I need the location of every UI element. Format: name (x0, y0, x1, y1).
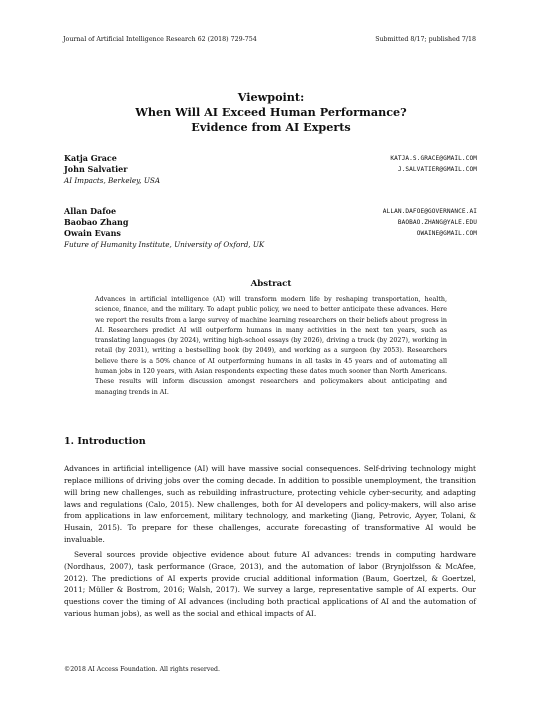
author-row (64, 206, 477, 217)
author-row (64, 228, 477, 239)
author-affiliation: AI Impacts, Berkeley, USA (64, 176, 161, 185)
paper-title (0, 90, 542, 135)
author-row (64, 153, 477, 164)
section-heading: 1. Introduction (64, 436, 146, 447)
title-line-1: Viewpoint: (237, 90, 305, 104)
author-email[interactable]: KATJA.S.GRACE@GMAIL.COM (390, 155, 477, 162)
author-email[interactable]: OWAINE@GMAIL.COM (416, 230, 477, 237)
author-name: Katja Grace (64, 153, 117, 163)
author-email[interactable]: ALLAN.DAFOE@GOVERNANCE.AI (382, 208, 477, 215)
author-group-1 (64, 153, 477, 186)
body-paragraph: Advances in artificial intelligence (AI) will have massive social consequences. Self-driving technology might replace millions of driving jobs over the coming decade. In addition to possible unemployment, the transition will bring new challenges, such as rebuilding infrastructure, protecting vehicle cyber-security, and adapting laws and regulations (Calo, 2015). New challenges, both for AI developers and policy-makers, will also arise from applications in law enforcement, military technology, and marketing (Jiang, Petrovic, Ayyer, Tolani, & Husain, 2015). To prepare for these challenges, accurate forecasting of transformative AI would be invaluable. (64, 464, 476, 545)
journal-citation: Journal of Artificial Intelligence Research 62 (2018) 729-754 (63, 36, 257, 43)
section-body (64, 463, 476, 620)
running-header (63, 36, 476, 43)
author-row (64, 164, 477, 175)
author-email[interactable]: BAOBAO.ZHANG@YALE.EDU (397, 219, 477, 226)
author-affiliation: Future of Humanity Institute, University of Oxford, UK (64, 240, 265, 249)
author-row (64, 217, 477, 228)
author-group-2 (64, 206, 477, 250)
abstract-text: Advances in artificial intelligence (AI) will transform modern life by reshaping transportation, health, science, finance, and the military. To adapt public policy, we need to better anticipate these advances. Here we report the results from a large survey of machine learning researchers on their beliefs about progress in AI. Researchers predict AI will outperform humans in many activities in the next ten years, such as translating languages (by 2024), writing high-school essays (by 2026), driving a truck (by 2027), working in retail (by 2031), writing a bestselling book (by 2049), and working as a surgeon (by 2053). Researchers believe there is a 50% chance of AI outperforming humans in all tasks in 45 years and of automating all human jobs in 120 years, with Asian respondents expecting these dates much sooner than North Americans. These results will inform discussion amongst researchers and policymakers about anticipating and managing trends in AI. (95, 296, 447, 396)
copyright-footer: ©2018 AI Access Foundation. All rights reserved. (64, 666, 220, 673)
author-name: Allan Dafoe (64, 206, 117, 216)
body-paragraph: Several sources provide objective evidence about future AI advances: trends in computing hardware (Nordhaus, 2007), task performance (Grace, 2013), and the automation of labor (Brynjolfsson & McAfee, 2012). The predictions of AI experts provide crucial additional information (Baum, Goertzel, & Goertzel, 2011; Müller & Bostrom, 2016; Walsh, 2017). We survey a large, representative sample of AI experts. Our questions cover the timing of AI advances (including both practical applications of AI and the automation of various human jobs), as well as the social and ethical impacts of AI. (64, 549, 476, 619)
author-name: Baobao Zhang (64, 217, 129, 227)
title-line-2: When Will AI Exceed Human Performance? (135, 105, 407, 119)
author-name: John Salvatier (64, 164, 128, 174)
abstract-heading: Abstract (250, 279, 292, 289)
title-line-3: Evidence from AI Experts (191, 120, 351, 134)
author-email[interactable]: J.SALVATIER@GMAIL.COM (397, 166, 477, 173)
submission-dates: Submitted 8/17; published 7/18 (375, 36, 476, 43)
author-name: Owain Evans (64, 228, 121, 238)
